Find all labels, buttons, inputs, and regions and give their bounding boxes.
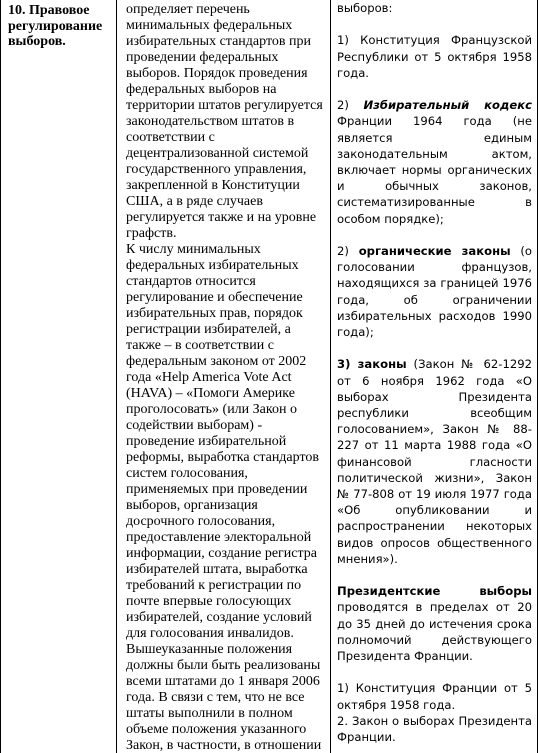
item-number: 2) (337, 244, 359, 258)
presidential-elections-text: проводятся в пределах от 20 до 35 дней до истечения срока полномочий действующего Президента Франции. (337, 600, 532, 664)
france-item-organic-laws (337, 243, 532, 340)
france-item-constitution: 1) Конституция Французской Республики от 5 октября 1958 года. (337, 33, 532, 80)
item-number: 2) (337, 98, 364, 113)
organic-laws-text: (о голосовании французов, находящихся за границей 1976 года, об ограничении избирательных расходов 1990 года); (337, 244, 532, 340)
france-item-laws (337, 356, 532, 567)
france-item-electoral-code (337, 97, 532, 227)
presidential-item-constitution: 1) Конституция Франции от 5 октября 1958 года. (337, 681, 532, 712)
electoral-code-label: Избирательный кодекс (363, 98, 532, 113)
organic-laws-label: органические законы (358, 244, 511, 258)
france-intro: выборов: (337, 1, 393, 15)
laws-label: 3) законы (337, 357, 407, 372)
presidential-item-law: 2. Закон о выборах Президента Франции. (337, 713, 532, 745)
france-cell (331, 0, 538, 753)
electoral-code-text: Франции 1964 года (не является единым законодательным актом, включает нормы органических и обычных законов, систематизированные в особом порядке); (337, 114, 532, 226)
row-title-cell (1, 0, 117, 753)
usa-paragraph-3: Вышеуказанные положения должны были быть реализованы всеми штатами до 1 января 2006 года. В связи с тем, что не все штаты выполнили в полном объеме положения указанного Закон, в частности, в отношении (126, 642, 322, 753)
usa-cell (117, 0, 331, 753)
presidential-elections (337, 583, 532, 664)
laws-text: (Закон № 62-1292 от 6 ноября 1962 года «О выборах Президента республики всеобщим голосованием», Закон № 88-227 от 11 марта 1988 года «О финансовой гласности политической жизни», Закон № 77-808 от 19 июля 1977 года «Об опубликовании и распространении некоторых видов опросов общественного мнения»). (337, 357, 532, 566)
table-row (1, 0, 538, 753)
row-title: 10. Правовое регулирование выборов. (8, 3, 103, 49)
usa-paragraph-2: К числу минимальных федеральных избирательных стандартов относится регулирование и обеспечение избирательных прав, порядок регистрации избирателей, а также – в соответствии с федеральным законом от 2002 года «Help America Vote Act (HAVA) – «Помоги Америке проголосовать» (или Закон о содействии выборам) - проведение избирательной реформы, выработка стандартов систем голосования, применяемых при проведении выборов, организация досрочного голосования, предоставление электоральной информации, создание регистра избирателей штата, выработка требований к регистрации по почте впервые голосующих избирателей, создание условий для голосования инвалидов. (126, 242, 320, 641)
usa-paragraph-1: определяет перечень минимальных федеральных избирательных стандартов при проведении федеральных выборов. Порядок проведения федеральных выборов на территории штатов регулируется законодательством штатов в соответствии с децентрализованной системой государственного управления, закрепленной в Конституции США, а в ряде случаев регулируется также и на уровне графств. (126, 2, 323, 241)
presidential-elections-label: Президентские выборы (337, 584, 532, 599)
